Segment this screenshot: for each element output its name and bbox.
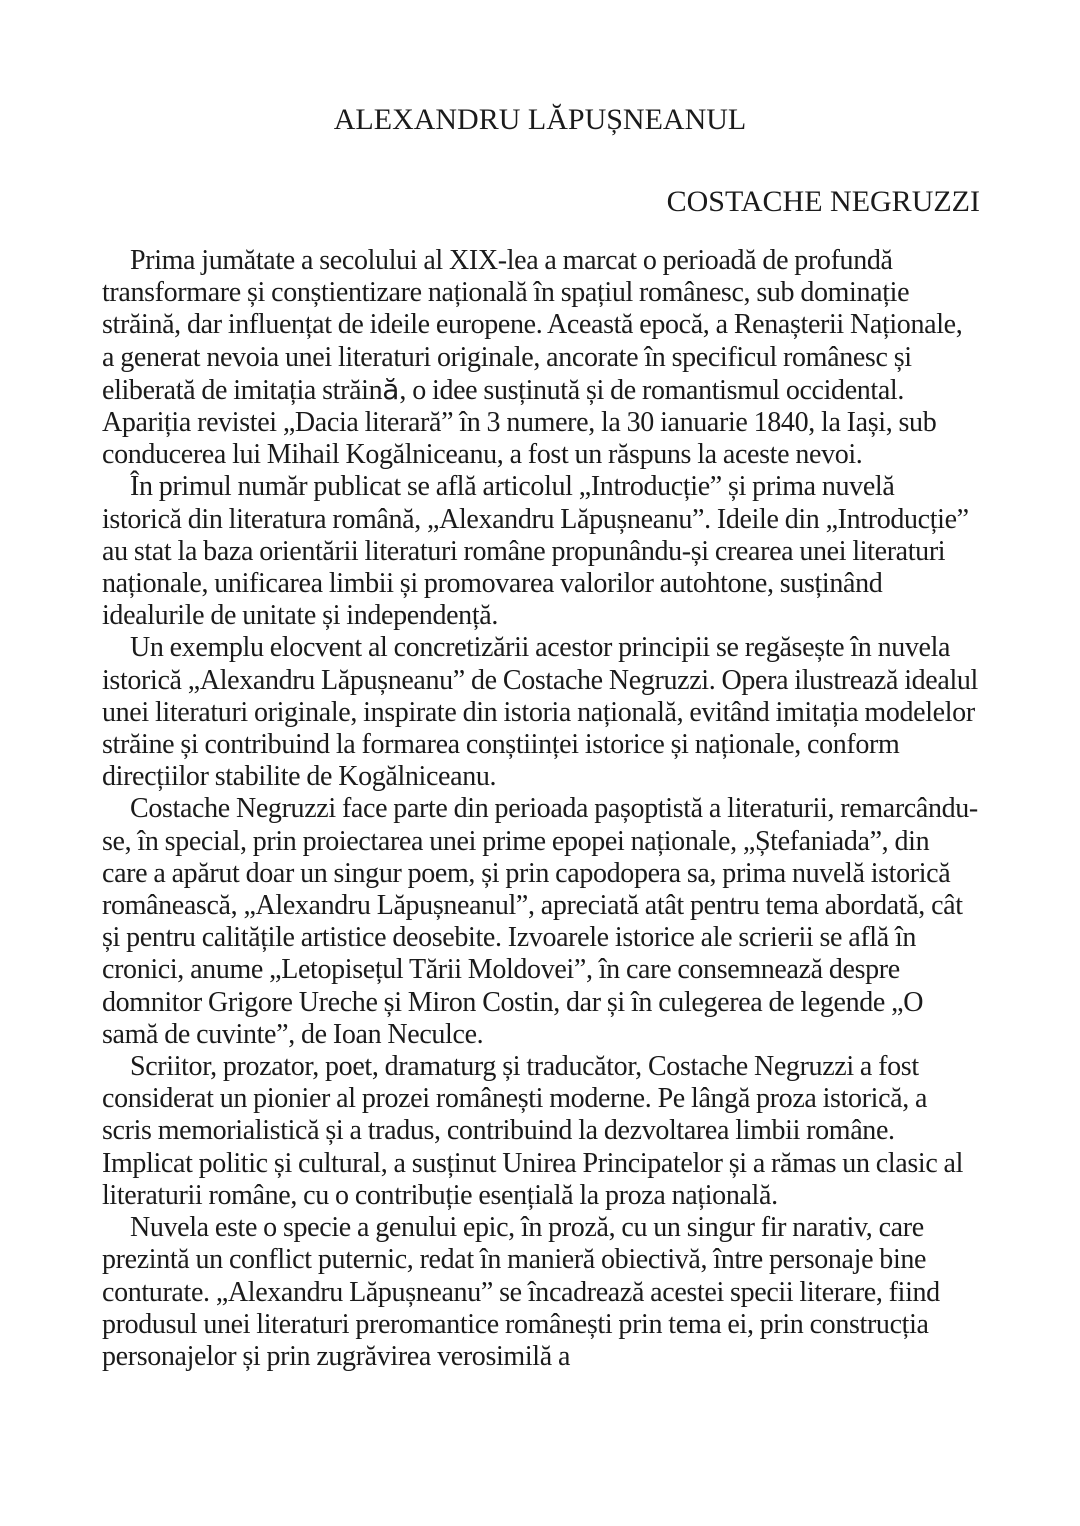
paragraph-6: Nuvela este o specie a genului epic, în proză, cu un singur fir narativ, care prezintă un conflict puternic, redat în manieră obiectivă, între personaje bine conturate. „Alexandru Lăpușneanu” se încadrează acestei specii literare, fiind produsul unei literaturi preromantice românești prin tema ei, prin construcția personajelor și prin zugrăvirea verosimilă a (102, 1212, 940, 1372)
document-body (102, 245, 978, 1373)
font-substituted-glyph: ă (382, 372, 400, 406)
author-name: COSTACHE NEGRUZZI (666, 185, 980, 218)
paragraph-2: În primul număr publicat se află articolul „Introducție” și prima nuvelă istorică din literatura română, „Alexandru Lăpușneanu”. Ideile din „Introducție” au stat la baza orientării literaturi române propunându-și crearea unei literaturi naționale, unificarea limbii și promovarea valorilor autohtone, susținând idealurile de unitate și independență. (102, 471, 969, 632)
paragraph-1-text-end: , o idee susținută și de romantismul occidental. Apariția revistei „Dacia literară” în 3 numere, la 30 ianuarie 1840, la Iași, sub conducerea lui Mihail Kogălniceanu, a fost un răspuns la aceste nevoi. (102, 374, 937, 471)
paragraph-1-text-start: Prima jumătate a secolului al XIX-lea a marcat o perioadă de profundă transformare și conștientizare națională în spațiul românesc, sub dominație străină, dar influențat de ideile europene. Această epocă, a Renașterii Naționale, a generat nevoia unei literaturi originale, ancorate în specificul românesc și eliberată de imitația străin (102, 245, 963, 406)
paragraph-4: Costache Negruzzi face parte din perioada pașoptistă a literaturii, remarcându-se, în special, prin proiectarea unei prime epopei naționale, „Ștefaniada”, din care a apărut doar un singur poem, și prin capodopera sa, prima nuvelă istorică românească, „Alexandru Lăpușneanul”, apreciată atât pentru tema abordată, cât și pentru calitățile artistice deosebite. Izvoarele istorice ale scrierii se află în cronici, anume „Letopisețul Tării Moldovei”, în care consemnează despre domnitor Grigore Ureche și Miron Costin, dar și în culegerea de legende „O samă de cuvinte”, de Ioan Neculce. (102, 793, 978, 1050)
paragraph-3: Un exemplu elocvent al concretizării acestor principii se regăsește în nuvela istorică „Alexandru Lăpușneanu” de Costache Negruzzi. Opera ilustrează idealul unei literaturi originale, inspirate din istoria națională, evitând imitația modelelor străine și contribuind la formarea conștiinței istorice și naționale, conform direcțiilor stabilite de Kogălniceanu. (102, 632, 978, 793)
page-title: ALEXANDRU LĂPUȘNEANUL (333, 103, 747, 136)
paragraph-5: Scriitor, prozator, poet, dramaturg și traducător, Costache Negruzzi a fost considerat un pionier al prozei românești moderne. Pe lângă proza istorică, a scris memorialistică și a tradus, contribuind la dezvoltarea limbii române. Implicat politic și cultural, a susținut Unirea Principatelor și a rămas un clasic al literaturii române, cu o contribuție esențială la proza națională. (102, 1051, 964, 1211)
paragraph-1 (102, 245, 978, 471)
